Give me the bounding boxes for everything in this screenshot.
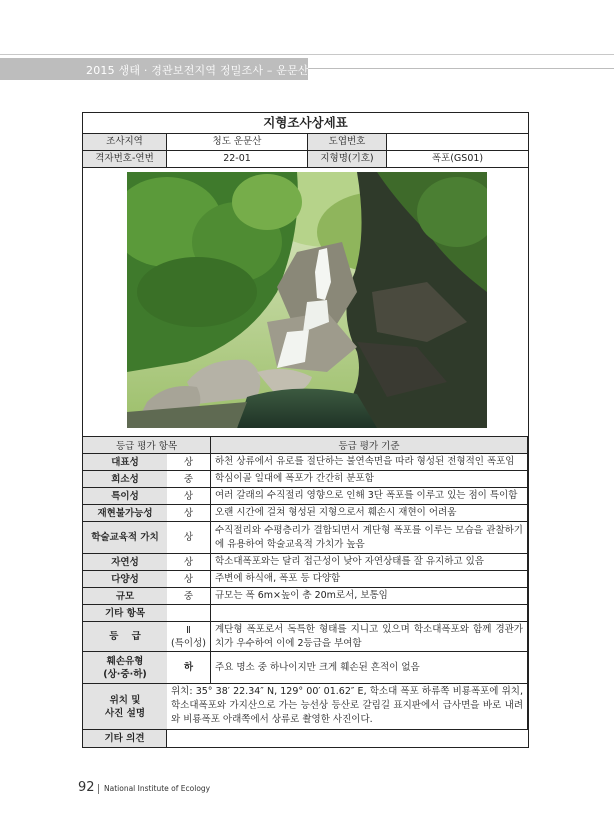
final-grade-roman: Ⅱ [186,624,191,636]
top-divider [0,54,614,55]
eval-item: 희소성 [83,471,167,488]
eval-criteria-header: 등급 평가 기준 [211,437,528,454]
damage-grade: 하 [167,652,211,684]
damage-type-label [83,652,167,684]
eval-desc [211,605,528,622]
final-grade [167,622,211,652]
final-grade-note: (특이성) [171,637,206,649]
header-rule [308,68,614,69]
map-no-label: 도엽번호 [308,134,387,151]
survey-area-value: 청도 운문산 [167,134,308,151]
footer-separator [98,784,99,794]
grid-no-value: 22-01 [167,151,308,168]
eval-desc: 학소대폭포와는 달리 접근성이 낮아 자연상태를 잘 유지하고 있음 [211,554,528,571]
eval-item: 학술교육적 가치 [83,522,167,554]
eval-grade: 상 [167,488,211,505]
final-grade-desc: 계단형 폭포로서 독특한 형태를 지니고 있으며 학소대폭포와 함께 경관가치가 우수하여 이에 2등급을 부여함 [211,622,528,652]
photo-cell [83,168,528,437]
map-no-value [387,134,528,151]
eval-grade [167,605,211,622]
final-grade-label: 등 급 [83,622,167,652]
landform-label: 지형명(기호) [308,151,387,168]
sheet-title: 지형조사상세표 [83,113,528,134]
eval-item: 다양성 [83,571,167,588]
eval-desc: 오랜 시간에 걸쳐 형성된 지형으로서 훼손시 재현이 어려움 [211,505,528,522]
damage-desc: 주요 명소 중 하나이지만 크게 훼손된 흔적이 없음 [211,652,528,684]
eval-grade: 중 [167,588,211,605]
landform-value: 폭포(GS01) [387,151,528,168]
survey-area-label: 조사지역 [83,134,167,151]
eval-grade: 상 [167,571,211,588]
eval-item: 대표성 [83,454,167,471]
survey-sheet [82,112,529,748]
other-opinion-label: 기타 의견 [83,730,167,747]
damage-label-line1: 훼손유형 [106,655,144,667]
eval-grade: 상 [167,454,211,471]
eval-grade: 상 [167,554,211,571]
grid-no-label: 격자번호-연번 [83,151,167,168]
eval-grade: 상 [167,522,211,554]
eval-desc: 주변에 하식애, 폭포 등 다양함 [211,571,528,588]
publisher-name: National Institute of Ecology [104,784,211,793]
eval-desc: 학심이골 일대에 폭포가 간간히 분포함 [211,471,528,488]
location-label-line1: 위치 및 [109,694,141,706]
running-title: 2015 생태 · 경관보전지역 정밀조사 – 운문산 [86,64,309,77]
location-label [83,684,167,730]
eval-item-header: 등급 평가 항목 [83,437,211,454]
eval-item: 기타 항목 [83,605,167,622]
eval-item: 규모 [83,588,167,605]
eval-item: 재현불가능성 [83,505,167,522]
evaluation-table [83,437,528,747]
eval-desc: 여러 갈래의 수직절리 영향으로 인해 3단 폭포를 이루고 있는 점이 특이함 [211,488,528,505]
damage-label-line2: (상·중·하) [103,668,147,680]
other-opinion-value [167,730,528,747]
eval-desc: 규모는 폭 6m×높이 총 20m로서, 보통임 [211,588,528,605]
eval-grade: 상 [167,505,211,522]
eval-desc: 수직절리와 수평층리가 결합되면서 계단형 폭포를 이루는 모습을 관찰하기에 유용하여 학술교육적 가치가 높음 [211,522,528,554]
eval-item: 자연성 [83,554,167,571]
info-grid [83,134,528,168]
page-number: 92 [78,780,95,795]
location-desc: 위치: 35° 38′ 22.34″ N, 129° 00′ 01.62″ E, 학소대 폭포 하류쪽 비룡폭포에 위치, 학소대폭포와 가지산으로 가는 능선상 등산로 갈림길 표지판에서 급사면을 바로 내려와 비룡폭포 아래쪽에서 상류로 촬영한 사진이다. [167,684,528,730]
eval-item: 특이성 [83,488,167,505]
eval-desc: 하천 상류에서 유로를 절단하는 불연속면을 따라 형성된 전형적인 폭포임 [211,454,528,471]
location-label-line2: 사진 설명 [104,707,145,719]
eval-grade: 중 [167,471,211,488]
waterfall-photo [127,172,487,428]
